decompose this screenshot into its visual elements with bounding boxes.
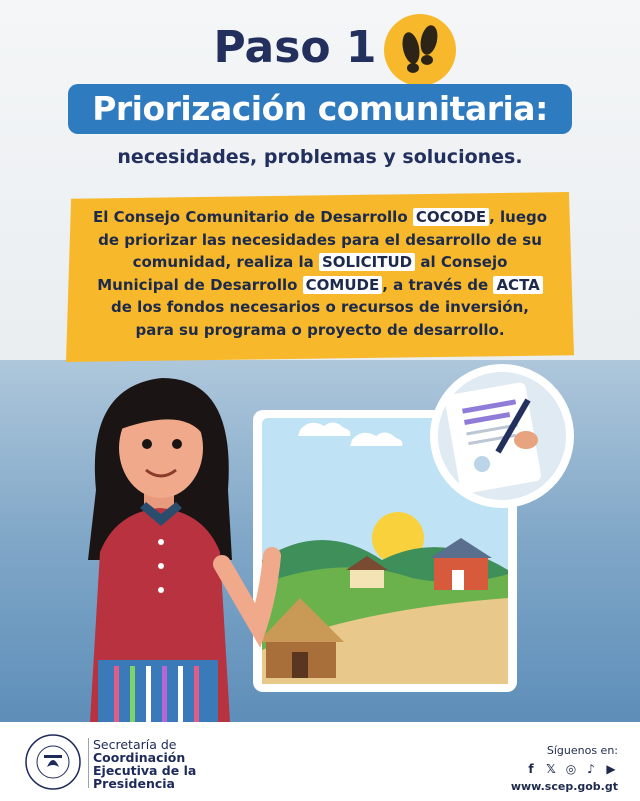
body-paragraph (90, 206, 550, 341)
website-link[interactable]: www.scep.gob.gt (510, 780, 618, 793)
footprints-icon (384, 14, 456, 86)
org-line-2: Coordinación (93, 750, 186, 765)
subtitle: necesidades, problemas y soluciones. (117, 146, 523, 168)
title-banner (68, 84, 572, 134)
org-line-4: Presidencia (93, 776, 175, 791)
step-title: Paso 1 (213, 22, 377, 73)
highlight-comude: COMUDE (303, 276, 383, 294)
highlight-cocode: COCODE (413, 208, 489, 226)
instagram-icon[interactable]: ◎ (565, 762, 577, 776)
organization-name (93, 738, 196, 790)
youtube-icon[interactable]: ▶ (606, 762, 616, 776)
social-icons (524, 762, 618, 776)
body-text-3: al Consejo Municipal de Desarrollo (97, 253, 508, 294)
facebook-icon[interactable]: f (528, 762, 534, 776)
banner-title: Priorización comunitaria: (92, 89, 548, 128)
body-text-1: El Consejo Comunitario de Desarrollo (92, 208, 408, 226)
x-icon[interactable]: 𝕏 (546, 762, 556, 776)
body-text-5: de los fondos necesarios o recursos de inversión, para su programa o proyecto de desarrollo. (111, 298, 529, 339)
footer-divider (88, 738, 89, 788)
body-text-2: , luego de priorizar las necesidades para el desarrollo de su comunidad, realiza la (98, 208, 548, 271)
document-icon (430, 364, 574, 508)
woman-figure (88, 378, 272, 722)
government-seal-icon (24, 733, 82, 791)
org-line-1: Secretaría de (93, 737, 177, 752)
follow-label: Síguenos en: (546, 744, 618, 757)
body-text-4: , a través de (382, 275, 489, 294)
org-line-3: Ejecutiva de la (93, 763, 197, 778)
highlight-solicitud: SOLICITUD (319, 253, 415, 271)
tiktok-icon[interactable]: ♪ (587, 762, 595, 776)
highlight-acta: ACTA (493, 276, 542, 294)
illustration (0, 360, 640, 722)
